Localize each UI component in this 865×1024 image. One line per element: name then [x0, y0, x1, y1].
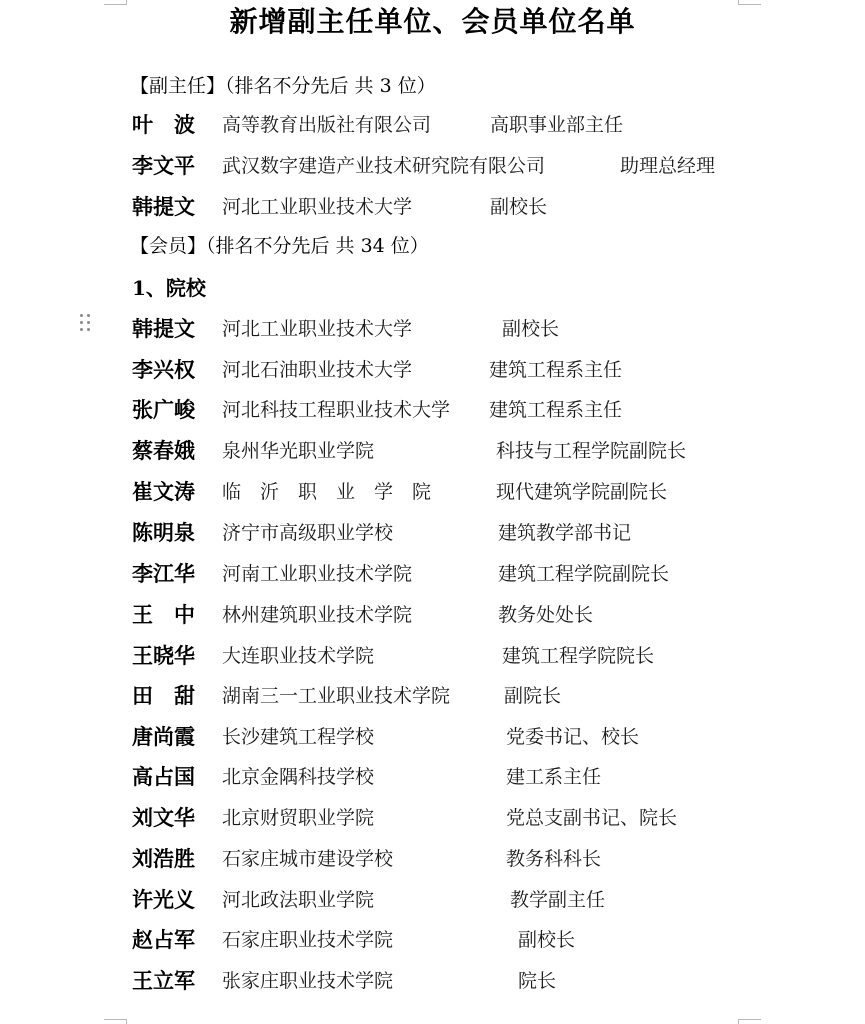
table-row	[132, 395, 782, 425]
position-title: 教务科科长	[506, 848, 602, 870]
organization: 林州建筑职业技术学院	[222, 604, 413, 626]
table-row	[132, 559, 782, 589]
table-row	[132, 110, 782, 140]
position-title: 现代建筑学院副院长	[496, 481, 668, 503]
position-title: 教学副主任	[510, 889, 606, 911]
organization: 张家庄职业技术学院	[222, 970, 394, 992]
table-row	[132, 436, 782, 466]
organization: 石家庄职业技术学院	[222, 929, 394, 951]
table-row	[132, 600, 782, 630]
member-heading: 【会员】（排名不分先后 共 34 位）	[130, 235, 429, 257]
position-title: 助理总经理	[620, 155, 716, 177]
person-name: 刘浩胜	[132, 846, 195, 871]
organization: 河北工业职业技术大学	[222, 196, 413, 218]
person-name: 韩提文	[132, 316, 195, 341]
person-name: 田 甜	[132, 683, 195, 708]
organization: 北京金隅科技学校	[222, 766, 375, 788]
person-name: 王 中	[132, 602, 195, 627]
table-row	[132, 966, 782, 996]
position-title: 党总支副书记、院长	[506, 807, 678, 829]
position-title: 副校长	[502, 318, 560, 340]
person-name: 许光义	[132, 887, 195, 912]
person-name: 张广峻	[132, 397, 195, 422]
position-title: 建筑工程系主任	[489, 359, 623, 381]
position-title: 副校长	[490, 196, 548, 218]
person-name: 王立军	[132, 968, 195, 993]
drag-handle-icon[interactable]	[80, 314, 94, 336]
position-title: 副校长	[518, 929, 576, 951]
organization: 河北石油职业技术大学	[222, 359, 413, 381]
organization: 临 沂 职 业 学 院	[222, 481, 432, 503]
document-title: 新增副主任单位、会员单位名单	[229, 5, 636, 38]
person-name: 蔡春娥	[132, 438, 195, 463]
person-name: 唐尚霞	[132, 724, 195, 749]
vice-director-heading: 【副主任】（排名不分先后 共 3 位）	[130, 75, 436, 97]
page-corner-mark	[738, 1019, 761, 1024]
position-title: 教务处处长	[498, 604, 594, 626]
person-name: 李江华	[132, 561, 195, 586]
member-subheading: 1、院校	[132, 276, 206, 300]
table-row	[132, 762, 782, 792]
person-name: 陈明泉	[132, 520, 195, 545]
table-row	[132, 192, 782, 222]
organization: 湖南三一工业职业技术学院	[222, 685, 451, 707]
table-row	[132, 314, 782, 344]
position-title: 副院长	[504, 685, 562, 707]
position-title: 建筑教学部书记	[498, 522, 632, 544]
position-title: 建筑工程学院副院长	[498, 563, 670, 585]
organization: 河北科技工程职业技术大学	[222, 399, 451, 421]
position-title: 高职事业部主任	[490, 114, 624, 136]
position-title: 科技与工程学院副院长	[496, 440, 687, 462]
organization: 济宁市高级职业学校	[222, 522, 394, 544]
page-corner-mark	[104, 1019, 127, 1024]
table-row	[132, 844, 782, 874]
table-row	[132, 803, 782, 833]
organization: 武汉数字建造产业技术研究院有限公司	[222, 155, 546, 177]
person-name: 王晓华	[132, 643, 195, 668]
person-name: 李兴权	[132, 357, 195, 382]
person-name: 韩提文	[132, 194, 195, 219]
person-name: 叶 波	[132, 112, 195, 137]
organization: 泉州华光职业学院	[222, 440, 375, 462]
table-row	[132, 681, 782, 711]
organization: 石家庄城市建设学校	[222, 848, 394, 870]
table-row	[132, 477, 782, 507]
position-title: 党委书记、校长	[506, 726, 640, 748]
table-row	[132, 885, 782, 915]
position-title: 建筑工程系主任	[489, 399, 623, 421]
position-title: 院长	[518, 970, 557, 992]
table-row	[132, 518, 782, 548]
organization: 长沙建筑工程学校	[222, 726, 375, 748]
organization: 河北政法职业学院	[222, 889, 375, 911]
organization: 大连职业技术学院	[222, 645, 375, 667]
organization: 河北工业职业技术大学	[222, 318, 413, 340]
person-name: 刘文华	[132, 805, 195, 830]
person-name: 李文平	[132, 153, 195, 178]
organization: 北京财贸职业学院	[222, 807, 375, 829]
organization: 高等教育出版社有限公司	[222, 114, 432, 136]
table-row	[132, 641, 782, 671]
table-row	[132, 925, 782, 955]
position-title: 建筑工程学院院长	[502, 645, 655, 667]
table-row	[132, 151, 782, 181]
table-row	[132, 355, 782, 385]
table-row	[132, 722, 782, 752]
person-name: 崔文涛	[132, 479, 195, 504]
organization: 河南工业职业技术学院	[222, 563, 413, 585]
position-title: 建工系主任	[506, 766, 602, 788]
person-name: 高占国	[132, 764, 195, 789]
person-name: 赵占军	[132, 927, 195, 952]
